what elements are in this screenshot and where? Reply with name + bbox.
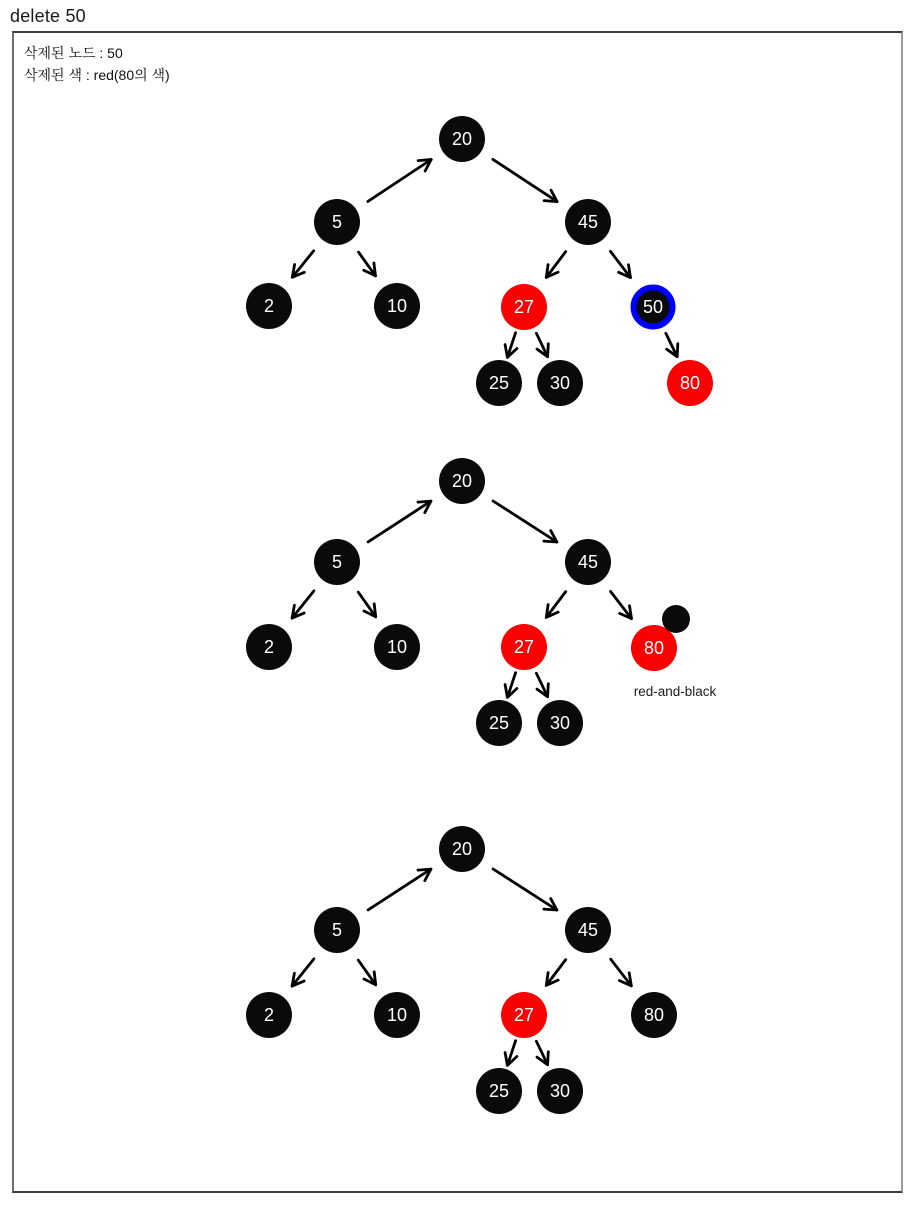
extra-black-dot — [662, 605, 690, 633]
node-label-30: 30 — [549, 1081, 571, 1101]
node-label-20: 20 — [451, 129, 473, 149]
node-label-30: 30 — [549, 713, 571, 733]
edge-5-20 — [368, 869, 431, 910]
node-label-27: 27 — [513, 1005, 535, 1025]
edge-20-45 — [493, 501, 557, 542]
node-label-5: 5 — [331, 920, 343, 940]
node-label-25: 25 — [488, 713, 510, 733]
node-label-10: 10 — [386, 296, 408, 316]
node-label-2: 2 — [263, 1005, 275, 1025]
node-label-5: 5 — [331, 212, 343, 232]
edge-20-45 — [493, 869, 557, 910]
node-label-25: 25 — [488, 1081, 510, 1101]
page-title: delete 50 — [10, 6, 86, 26]
node-label-27: 27 — [513, 297, 535, 317]
edge-5-20 — [368, 160, 431, 202]
node-label-50: 50 — [642, 297, 664, 317]
deleted-node-line: 삭제된 노드 : 50 — [24, 45, 123, 61]
node-label-80: 80 — [679, 373, 701, 393]
tree-step-2 — [246, 458, 717, 746]
node-label-20: 20 — [451, 471, 473, 491]
node-label-10: 10 — [386, 637, 408, 657]
tree-step-1 — [246, 116, 713, 406]
edge-5-20 — [368, 501, 431, 542]
red-and-black-annotation: red-and-black — [633, 684, 717, 699]
node-label-5: 5 — [331, 552, 343, 572]
tree-step-3 — [246, 826, 677, 1114]
node-label-27: 27 — [513, 637, 535, 657]
node-label-10: 10 — [386, 1005, 408, 1025]
node-label-30: 30 — [549, 373, 571, 393]
node-label-25: 25 — [488, 373, 510, 393]
node-label-2: 2 — [263, 296, 275, 316]
node-label-80: 80 — [643, 638, 665, 658]
deleted-color-line: 삭제된 색 : red(80의 색) — [24, 67, 170, 83]
node-label-45: 45 — [577, 920, 599, 940]
node-label-45: 45 — [577, 212, 599, 232]
node-label-80: 80 — [643, 1005, 665, 1025]
node-label-2: 2 — [263, 637, 275, 657]
edge-20-45 — [493, 159, 557, 201]
node-label-20: 20 — [451, 839, 473, 859]
node-label-45: 45 — [577, 552, 599, 572]
